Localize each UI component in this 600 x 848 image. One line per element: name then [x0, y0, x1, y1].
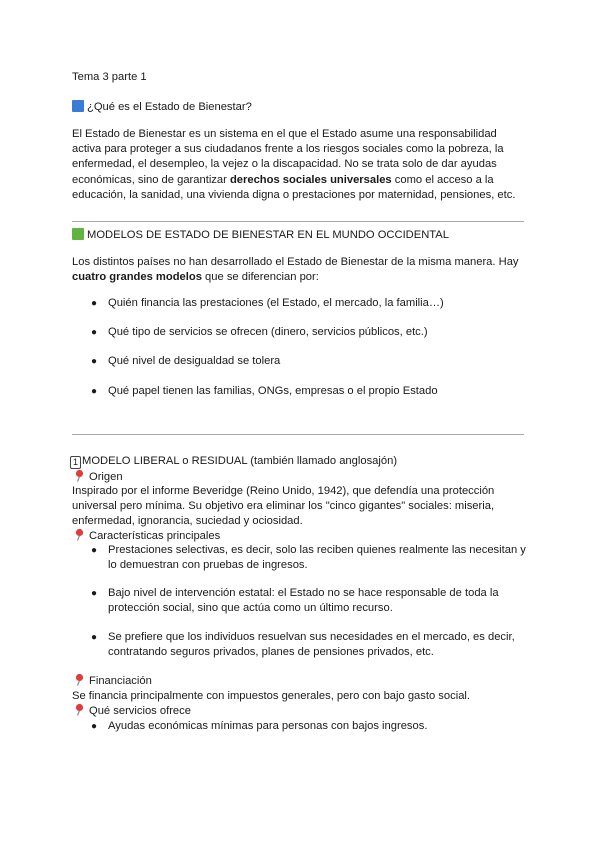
bullet-icon: ●	[91, 721, 98, 732]
section2-intro-bold: cuatro grandes modelos	[72, 271, 202, 284]
financ-label: Financiación	[89, 675, 152, 687]
pushpin-icon	[74, 528, 85, 541]
keycap-one-icon: 1	[70, 456, 81, 469]
section2-heading-row	[72, 228, 449, 243]
bullet-icon: ●	[91, 588, 98, 599]
list-item-text: Qué tipo de servicios se ofrecen (dinero, servicios públicos, etc.)	[108, 326, 428, 338]
divider-1	[72, 221, 524, 222]
bullet-icon: ●	[91, 386, 98, 397]
caract-label-row	[72, 528, 220, 544]
servicios-label-row	[72, 703, 191, 719]
list-item-text: Ayudas económicas mínimas para personas con bajos ingresos.	[108, 720, 428, 732]
section1-heading-row	[72, 100, 252, 115]
section2-intro	[72, 255, 528, 285]
pushpin-icon	[74, 703, 85, 716]
list-item-text: Prestaciones selectivas, es decir, solo las reciben quienes realmente las necesitan y lo demuestran con pruebas de ingresos.	[108, 544, 526, 572]
list-item-text: Quién financia las prestaciones (el Estado, el mercado, la familia…)	[108, 297, 444, 309]
origen-text: Inspirado por el informe Beveridge (Reino Unido, 1942), que defendía una protección universal pero mínima. Su objetivo era eliminar los "cinco gigantes" sociales: miseria, enfermedad, ignorancia, suciedad y ociosidad.	[72, 485, 495, 528]
list-item-text: Qué nivel de desigualdad se tolera	[108, 355, 281, 367]
section2-intro-b: que se diferencian por:	[201, 271, 319, 284]
section3-heading: MODELO LIBERAL o RESIDUAL (también llamado anglosajón)	[82, 455, 398, 467]
blue-square-icon	[72, 100, 84, 112]
list-item-text: Bajo nivel de intervención estatal: el Estado no se hace responsable de toda la protección social, sino que actúa como un último recurso.	[108, 587, 499, 615]
bullet-icon: ●	[91, 632, 98, 643]
list-item-text: Qué papel tienen las familias, ONGs, empresas o el propio Estado	[108, 385, 438, 397]
bullet-icon: ●	[91, 356, 98, 367]
servicios-label: Qué servicios ofrece	[89, 705, 191, 717]
section2-heading: MODELOS DE ESTADO DE BIENESTAR EN EL MUNDO OCCIDENTAL	[87, 229, 449, 241]
section1-paragraph	[72, 127, 528, 203]
origen-label-row	[72, 469, 123, 485]
origen-label: Origen	[89, 471, 123, 483]
section2-intro-a: Los distintos países no han desarrollado el Estado de Bienestar de la misma manera. Hay	[72, 256, 519, 268]
doc-title: Tema 3 parte 1	[72, 71, 147, 83]
section1-heading: ¿Qué es el Estado de Bienestar?	[87, 101, 252, 113]
section1-bold: derechos sociales universales	[229, 173, 392, 186]
green-square-icon	[72, 228, 84, 240]
divider-2	[72, 434, 524, 435]
section1-text-b: como el acceso a la educación, la sanidad, una vivienda digna o prestaciones por maternidad, pensiones, etc.	[72, 173, 516, 201]
financ-label-row	[72, 673, 152, 689]
section3-heading-row	[70, 454, 397, 469]
list-item-text: Se prefiere que los individuos resuelvan sus necesidades en el mercado, es decir, contratando seguros privados, planes de pensiones privados, etc.	[108, 631, 515, 659]
pushpin-icon	[74, 673, 85, 686]
bullet-icon: ●	[91, 545, 98, 556]
section1-text-a: El Estado de Bienestar es un sistema en el que el Estado asume una responsabilidad activa para proteger a sus ciudadanos frente a los riesgos sociales como la pobreza, la enfermedad, el desempleo, la vejez o la discapacidad. No se trata solo de dar ayudas económicas, sino de garantizar	[72, 128, 504, 186]
caract-label: Características principales	[89, 530, 221, 542]
bullet-icon: ●	[91, 298, 98, 309]
financ-text: Se financia principalmente con impuestos generales, pero con bajo gasto social.	[72, 690, 471, 702]
pushpin-icon	[74, 469, 85, 482]
bullet-icon: ●	[91, 327, 98, 338]
